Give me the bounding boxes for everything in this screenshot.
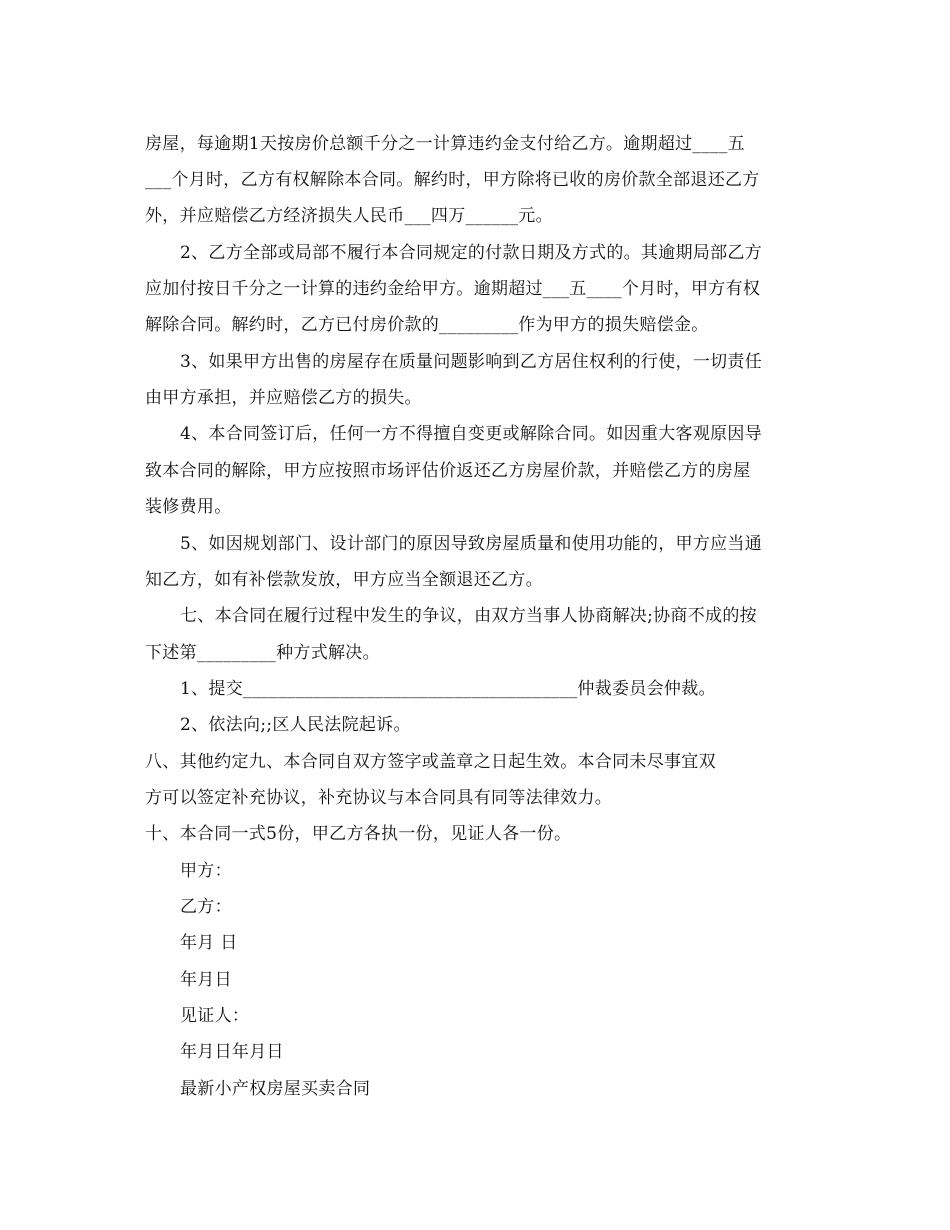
signature-party-b: 乙方： — [180, 897, 232, 917]
date-line: 年月 日 — [180, 933, 238, 953]
text-line: 知乙方，如有补偿款发放，甲方应当全额退还乙方。 — [145, 570, 543, 590]
text-line: 房屋，每逾期1天按房价总额千分之一计算违约金支付给乙方。逾期超过____五 — [145, 134, 745, 154]
text-line: 由甲方承担，并应赔偿乙方的损失。 — [145, 388, 422, 408]
text-line: ___个月时，乙方有权解除本合同。解约时，甲方除将已收的房价款全部退还乙方 — [145, 170, 760, 190]
text-line: 1、提交______________________________________仲裁委员会仲裁。 — [180, 679, 716, 699]
text-line: 2、乙方全部或局部不履行本合同规定的付款日期及方式的。其逾期局部乙方 — [180, 243, 763, 263]
text-line: 3、如果甲方出售的房屋存在质量问题影响到乙方居住权利的行使，一切责任 — [180, 352, 763, 372]
text-line: 七、本合同在履行过程中发生的争议，由双方当事人协商解决;协商不成的按 — [180, 606, 757, 626]
text-line: 4、本合同签订后，任何一方不得擅自变更或解除合同。如因重大客观原因导 — [180, 424, 763, 444]
section-title: 最新小产权房屋买卖合同 — [180, 1079, 371, 1099]
date-line: 年月日年月日 — [180, 1042, 284, 1062]
text-line: 八、其他约定九、本合同自双方签字或盖章之日起生效。本合同未尽事宜双 — [145, 752, 716, 772]
text-line: 5、如因规划部门、设计部门的原因导致房屋质量和使用功能的，甲方应当通 — [180, 534, 763, 554]
text-line: 应加付按日千分之一计算的违约金给甲方。逾期超过___五____个月时，甲方有权 — [145, 279, 761, 299]
text-line: 装修费用。 — [145, 497, 232, 517]
text-line: 外，并应赔偿乙方经济损失人民币___四万______元。 — [145, 206, 553, 226]
text-line: 下述第_________种方式解决。 — [145, 643, 380, 663]
text-line: 解除合同。解约时，乙方已付房价款的_________作为甲方的损失赔偿金。 — [145, 315, 709, 335]
text-line: 方可以签定补充协议，补充协议与本合同具有同等法律效力。 — [145, 788, 613, 808]
date-line: 年月日 — [180, 970, 232, 990]
signature-party-a: 甲方： — [180, 861, 232, 881]
text-line: 2、依法向;;区人民法院起诉。 — [180, 715, 411, 735]
text-line: 致本合同的解除，甲方应按照市场评估价返还乙方房屋价款，并赔偿乙方的房屋 — [145, 461, 751, 481]
signature-witness: 见证人： — [180, 1006, 250, 1026]
text-line: 十、本合同一式5份，甲乙方各执一份，见证人各一份。 — [145, 824, 572, 844]
